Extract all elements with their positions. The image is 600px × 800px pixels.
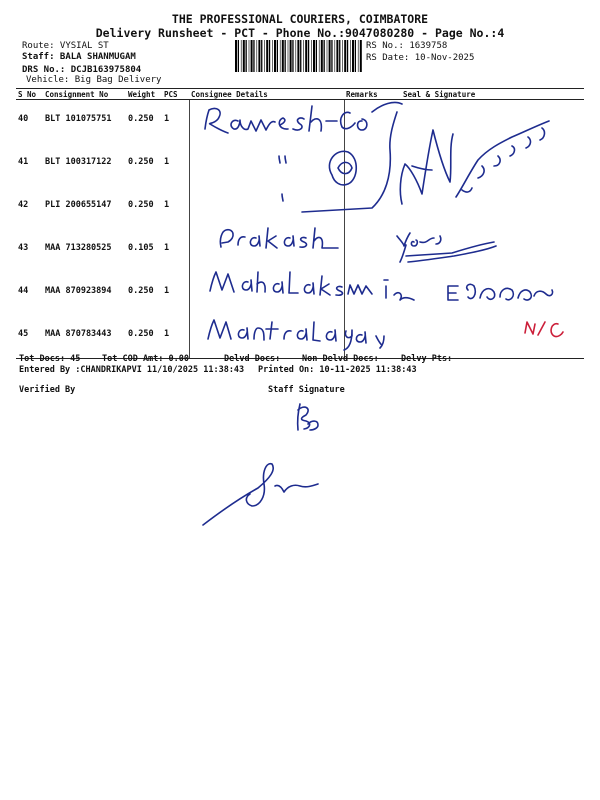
row-pcs: 1 (164, 200, 170, 210)
row-pcs: 1 (162, 315, 189, 359)
total-cod-amount: Tot COD Amt: 0.00 (102, 354, 189, 364)
col-header-consignee: Consignee Details (189, 89, 344, 100)
row-consignee (189, 186, 344, 229)
row-remarks (344, 272, 401, 315)
row-pcs: 1 (164, 243, 170, 253)
row-weight: 0.250 (128, 157, 154, 167)
rs-date: RS Date: 10-Nov-2025 (366, 53, 475, 63)
row-sno: 41 (18, 157, 29, 167)
row-sno: 40 (18, 114, 29, 124)
table-row (16, 229, 584, 272)
col-header-remarks: Remarks (344, 89, 401, 100)
staff-signature (298, 404, 318, 430)
verified-by-label: Verified By (19, 385, 76, 395)
col-header-consignment: Consignment No (43, 89, 126, 100)
row-remarks (344, 315, 401, 359)
row-consignment: PLI 200655147 (45, 200, 112, 210)
row-pcs: 1 (164, 157, 170, 167)
row-remarks (344, 100, 401, 144)
table-row (16, 100, 584, 144)
row-seal (401, 186, 584, 229)
row-weight: 0.250 (128, 114, 154, 124)
delivery-points: Delvy Pts: (401, 354, 453, 364)
drs-number: DRS No.: DCJB163975804 (22, 65, 142, 75)
row-seal (401, 143, 584, 186)
row-consignment: MAA 870923894 (45, 286, 112, 296)
entered-by: Entered By :CHANDRIKAPVI 11/10/2025 11:38:43 (19, 365, 245, 375)
row-weight: 0.250 (128, 286, 154, 296)
row-pcs: 1 (164, 114, 170, 124)
barcode (234, 40, 362, 72)
row-consignee (189, 229, 344, 272)
delivered-docs: Delvd Docs: (224, 354, 281, 364)
row-weight: 0.250 (128, 200, 154, 210)
row-sno: 45 (16, 315, 43, 359)
row-consignment: BLT 101075751 (45, 114, 112, 124)
col-header-pcs: PCS (162, 89, 189, 100)
table-row (16, 315, 584, 359)
row-remarks (344, 143, 401, 186)
row-consignee (189, 143, 344, 186)
table-header-row (16, 89, 584, 100)
non-delivered-docs: Non Delvd Docs: (302, 354, 379, 364)
runsheet-table (16, 88, 584, 359)
verified-signature (203, 464, 318, 525)
row-weight: 0.105 (128, 243, 154, 253)
company-title: THE PROFESSIONAL COURIERS, COIMBATORE (171, 12, 429, 26)
row-weight: 0.250 (126, 315, 162, 359)
row-sno: 42 (18, 200, 29, 210)
table-row (16, 272, 584, 315)
row-sno: 44 (18, 286, 29, 296)
row-remarks (344, 229, 401, 272)
row-remarks (344, 186, 401, 229)
row-consignee (189, 315, 344, 359)
row-seal (401, 100, 584, 144)
col-header-seal: Seal & Signature (401, 89, 584, 100)
rs-number: RS No.: 1639758 (366, 41, 448, 51)
row-seal (401, 229, 584, 272)
staff-label: Staff: BALA SHANMUGAM (22, 52, 136, 62)
printed-on: Printed On: 10-11-2025 11:38:43 (258, 365, 417, 375)
row-consignment: MAA 713280525 (45, 243, 112, 253)
table-row (16, 143, 584, 186)
route-label: Route: VYSIAL ST (22, 41, 109, 51)
staff-signature-label: Staff Signature (268, 385, 345, 395)
col-header-weight: Weight (126, 89, 162, 100)
col-header-sno: S No (16, 89, 43, 100)
row-consignment: MAA 870783443 (43, 315, 126, 359)
row-sno: 43 (18, 243, 29, 253)
row-consignee (189, 100, 344, 144)
row-pcs: 1 (164, 286, 170, 296)
row-consignment: BLT 100317122 (45, 157, 112, 167)
runsheet-subtitle: Delivery Runsheet - PCT - Phone No.:9047080280 - Page No.:4 (95, 26, 505, 40)
row-consignee (189, 272, 344, 315)
total-docs: Tot Docs: 45 (19, 354, 81, 364)
row-seal (401, 315, 584, 359)
vehicle-label: Vehicle: Big Bag Delivery (26, 75, 162, 85)
row-seal (401, 272, 584, 315)
table-row (16, 186, 584, 229)
